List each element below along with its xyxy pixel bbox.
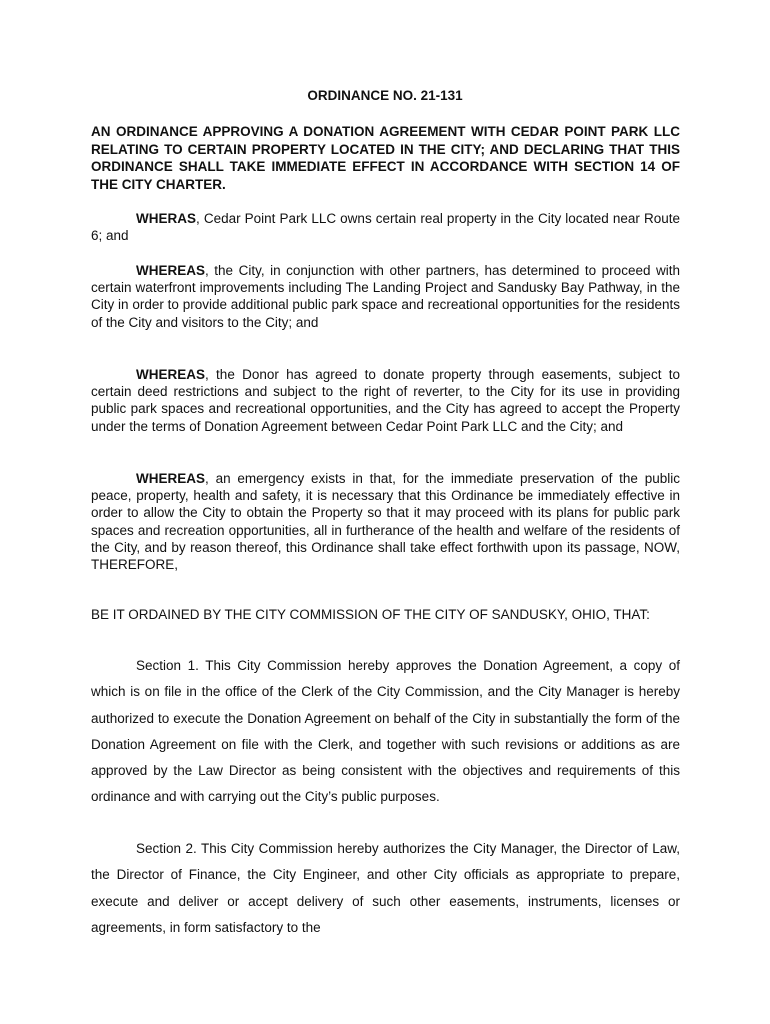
recital-text: , the City, in conjunction with other partners, has determined to proceed with certain waterfront improvements including The Landing Project and Sandusky Bay Pathway, in the City in order to provide additional public park space and recreational opportunities for the residents of the City and visitors to the City; and <box>91 263 680 330</box>
ordinance-title: ORDINANCE NO. 21-131 <box>307 88 463 103</box>
section-1: Section 1. This City Commission hereby approves the Donation Agreement, a copy of which is on file in the office of the Clerk of the City Commission, and the City Manager is hereby authorized to execute the Donation Agreement on behalf of the City in substantially the form of the Donation Agreement on file with the Clerk, and together with such revisions or additions as are approved by the Law Director as being consistent with the objectives and requirements of this ordinance and with carrying out the City’s public purposes. <box>91 658 680 805</box>
recital-lead: WHERAS <box>136 211 196 226</box>
section-2: Section 2. This City Commission hereby authorizes the City Manager, the Director of Law, the Director of Finance, the City Engineer, and other City officials as appropriate to prepare, execute and deliver or accept delivery of such other easements, instruments, licenses or agreements, in form satisfactory to the <box>91 841 680 935</box>
recital-text: , an emergency exists in that, for the immediate preservation of the public peace, property, health and safety, it is necessary that this Ordinance be immediately effective in order to allow the City to obtain the Property so that it may proceed with its plans for public park spaces and recreation opportunities, all in furtherance of the health and welfare of the residents of the City, and by reason thereof, this Ordinance shall take effect forthwith upon its passage, NOW, THEREFORE, <box>91 471 680 573</box>
recital-lead: WHEREAS <box>136 263 206 278</box>
recital-text: , the Donor has agreed to donate property through easements, subject to certain deed restrictions and subject to the right of reverter, to the City for its use in providing public park spaces and recreational opportunities, and the City has agreed to accept the Property under the terms of Donation Agreement between Cedar Point Park LLC and the City; and <box>91 367 680 434</box>
recital-lead: WHEREAS <box>136 471 206 486</box>
recital-paragraph-2 <box>91 262 680 331</box>
recital-paragraph-4 <box>91 470 680 573</box>
recital-paragraph-1 <box>91 210 680 244</box>
ordinance-heading: AN ORDINANCE APPROVING A DONATION AGREEMENT WITH CEDAR POINT PARK LLC RELATING TO CERTAIN PROPERTY LOCATED IN THE CITY; AND DECLARING THAT THIS ORDINANCE SHALL TAKE IMMEDIATE EFFECT IN ACCORDANCE WITH SECTION 14 OF THE CITY CHARTER. <box>91 124 680 192</box>
enacting-clause: BE IT ORDAINED BY THE CITY COMMISSION OF THE CITY OF SANDUSKY, OHIO, THAT: <box>91 607 650 622</box>
recital-text: , Cedar Point Park LLC owns certain real property in the City located near Route 6; and <box>91 211 680 244</box>
recital-lead: WHEREAS <box>136 367 206 382</box>
recital-paragraph-3 <box>91 366 680 435</box>
